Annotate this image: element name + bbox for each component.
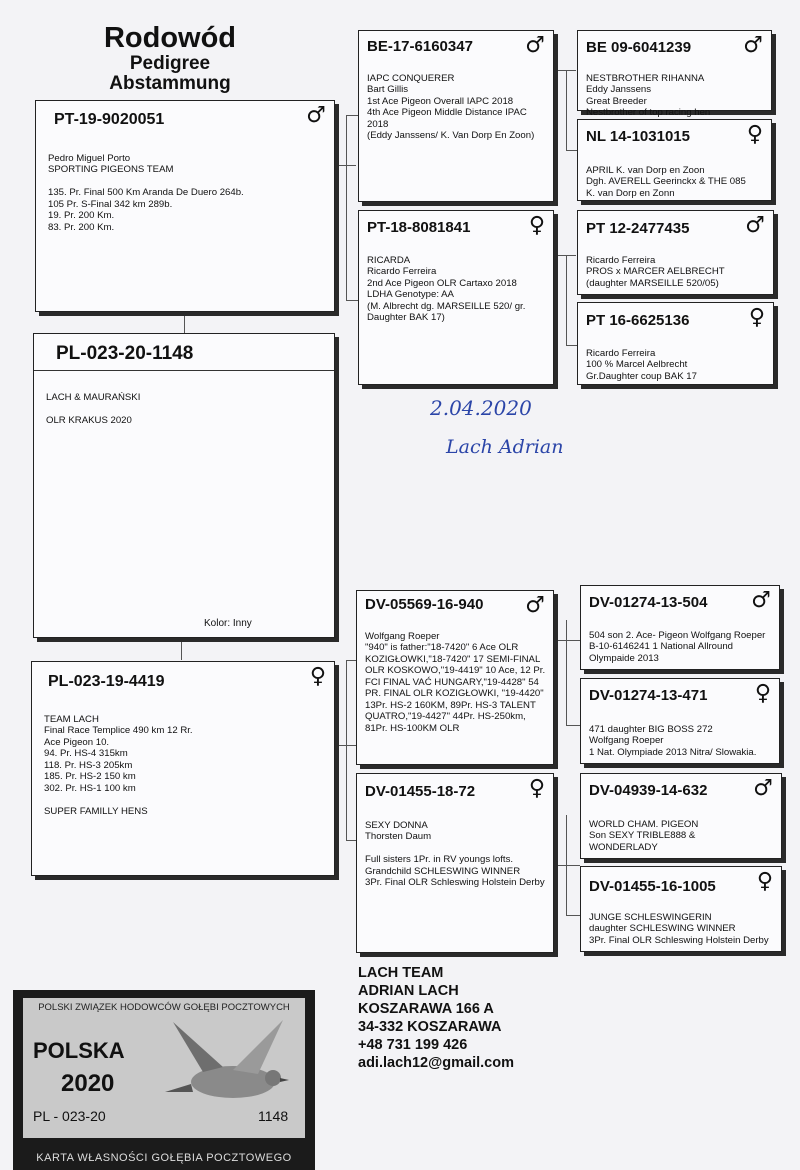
dam-details: TEAM LACH Final Race Templice 490 km 12 Rr. Ace Pigeon 10. 94. Pr. HS-4 315km 118. Pr. HS-3 205km 185. Pr. HS-2 150 km 302. Pr. HS-1 100 km SUPER FAMILLY HENS [44,713,193,817]
male-symbol-icon: ♂ [753,776,773,801]
male-symbol-icon: ♂ [743,33,763,58]
sdd-ring-number: PT 16-6625136 [586,312,690,329]
female-symbol-icon: ♀ [754,681,771,706]
sss-details: NESTBROTHER RIHANNA Eddy Janssens Great Breeder Nestbrother of top racing hen [586,72,711,118]
female-symbol-icon: ♀ [528,213,545,238]
dss-details: 504 son 2. Ace- Pigeon Wolfgang Roeper B-10-6146241 1 National Allround Olympaide 2013 [589,629,766,664]
sd-ring-number: PT-18-8081841 [367,219,471,236]
card-ring-prefix: PL - 023-20 [33,1108,106,1124]
connector-line [346,660,347,840]
card-title: KARTA WŁASNOŚCI GOŁĘBIA POCZTOWEGO [36,1152,292,1164]
sire-ring-number: PT-19-9020051 [54,111,165,128]
female-symbol-icon: ♀ [746,122,763,147]
title-pedigree: Pedigree [129,53,211,74]
connector-line [181,640,182,660]
sdd-card [577,302,774,385]
female-symbol-icon: ♀ [528,776,545,801]
dsd-card [580,678,780,764]
connector-line [346,115,347,300]
ddd-ring-number: DV-01455-16-1005 [589,878,716,895]
male-symbol-icon: ♂ [745,213,765,238]
breeder-contact [358,964,514,1072]
title-rodowod: Rodowód [103,22,237,54]
connector-line [566,725,580,726]
handwritten-signature [420,392,620,472]
dds-card [580,773,782,859]
ssd-details: APRIL K. van Dorp en Zoon Dgh. AVERELL Geerinckx & THE 085 K. van Dorp en Zonn [586,164,746,199]
ddd-details: JUNGE SCHLESWINGERIN daughter SCHLESWING WINNER 3Pr. Final OLR Schleswing Holstein Derby [589,911,769,946]
divider [34,370,334,371]
connector-line [566,70,567,150]
male-symbol-icon: ♂ [525,593,545,618]
dds-details: WORLD CHAM. PIGEON Son SEXY TRIBLE888 & WONDERLADY [589,818,699,853]
contact-phone: +48 731 199 426 [358,1037,468,1053]
dam-ring-number: PL-023-19-4419 [48,673,165,690]
contact-email: adi.lach12@gmail.com [358,1055,514,1071]
connector-line [346,115,358,116]
association-name: POLSKI ZWIĄZEK HODOWCÓW GOŁĘBI POCZTOWYCH [38,1002,290,1013]
sss-ring-number: BE 09-6041239 [586,39,692,56]
ssd-card [577,119,772,201]
dds-ring-number: DV-04939-14-632 [589,782,708,799]
female-symbol-icon: ♀ [748,305,765,330]
sds-card [577,210,774,295]
sire-details: Pedro Miguel Porto SPORTING PIGEONS TEAM 135. Pr. Final 500 Km Aranda De Duero 264b. 105 Pr. S-Final 342 km 289b. 19. Pr. 200 Km. 83. Pr. 200 Km. [48,152,244,233]
connector-line [566,815,567,915]
sd-details: RICARDA Ricardo Ferreira 2nd Ace Pigeon OLR Cartaxo 2018 LDHA Genotype: AA (M. Albrecht dg. MARSEILLE 520/ gr. Daughter BAK 17) [367,254,526,323]
dsd-ring-number: DV-01274-13-471 [589,687,708,704]
card-year: 2020 [61,1070,115,1097]
connector-line [566,915,580,916]
pigeon-icon [163,1012,293,1122]
sss-card [577,30,772,118]
dam-sire-card [356,590,554,765]
ss-ring-number: BE-17-6160347 [367,38,473,55]
pedigree-title [70,24,270,93]
contact-postal: 34-332 KOSZARAWA [358,1019,502,1035]
card-ring-number: 1148 [258,1108,289,1124]
dd-details: SEXY DONNA Thorsten Daum Full sisters 1Pr. in RV youngs lofts. Grandchild SCHLESWING WINNER 3Pr. Final OLR Schleswing Holstein Derby [365,819,545,888]
ds-details: Wolfgang Roeper "940" is father:"18-7420" 6 Ace OLR KOZIGŁOWKI,"18-7420" 17 SEMI-FINAL OLR KOSKOWO,"19-4419" 10 Ace, 12 Pr. FCI FINAL VAĆ HUNGARY,"19-4428" 54 PR. FINAL OLR KOZIGŁOWKI, "19-4420" 13Pr. HS-2 160KM, 89Pr. HS-3 TALENT QUATRO,"19-4427" 44Pr. HS-250km, 81Pr. HS-100KM OLR [365,630,546,734]
sire-sire-card [358,30,554,202]
connector-line [346,300,358,301]
dam-card [31,661,335,876]
ownership-card [13,990,315,1170]
handwritten-name: Lach Adrian [446,436,564,458]
sire-card [35,100,335,312]
male-symbol-icon: ♂ [306,103,326,128]
main-details: LACH & MAURAŃSKI OLR KRAKUS 2020 [46,391,141,426]
sdd-details: Ricardo Ferreira 100 % Marcel Aelbrecht Gr.Daughter coup BAK 17 [586,347,697,382]
connector-line [184,313,185,333]
female-symbol-icon: ♀ [309,664,326,689]
main-ring-number: PL-023-20-1148 [56,343,194,364]
sds-details: Ricardo Ferreira PROS x MARCER AELBRECHT (daughter MARSEILLE 520/05) [586,254,725,289]
ssd-ring-number: NL 14-1031015 [586,128,690,145]
dss-card [580,585,780,670]
dd-ring-number: DV-01455-18-72 [365,783,476,800]
female-symbol-icon: ♀ [756,869,773,894]
connector-line [566,620,567,725]
title-abstammung: Abstammung [109,73,231,94]
country-name: POLSKA [33,1038,125,1063]
main-pigeon-card [33,333,335,638]
dam-dam-card [356,773,554,953]
contact-name: ADRIAN LACH [358,983,459,999]
male-symbol-icon: ♂ [751,588,771,613]
male-symbol-icon: ♂ [525,33,545,58]
sire-dam-card [358,210,554,385]
color-label: Kolor: Inny [204,618,252,629]
connector-line [556,865,580,866]
dss-ring-number: DV-01274-13-504 [589,594,708,611]
connector-line [566,255,567,345]
dsd-details: 471 daughter BIG BOSS 272 Wolfgang Roeper 1 Nat. Olympiade 2013 Nitra/ Slowakia. [589,723,757,758]
contact-address: KOSZARAWA 166 A [358,1001,494,1017]
connector-line [556,640,580,641]
ddd-card [580,866,782,952]
ss-details: IAPC CONQUERER Bart Gillis 1st Ace Pigeon Overall IAPC 2018 4th Ace Pigeon Middle Distance IPAC 2018 (Eddy Janssens/ K. Van Dorp En Zoon) [367,72,535,141]
sds-ring-number: PT 12-2477435 [586,220,690,237]
ds-ring-number: DV-05569-16-940 [365,596,484,613]
handwritten-date: 2.04.2020 [430,396,532,420]
contact-team: LACH TEAM [358,965,444,981]
